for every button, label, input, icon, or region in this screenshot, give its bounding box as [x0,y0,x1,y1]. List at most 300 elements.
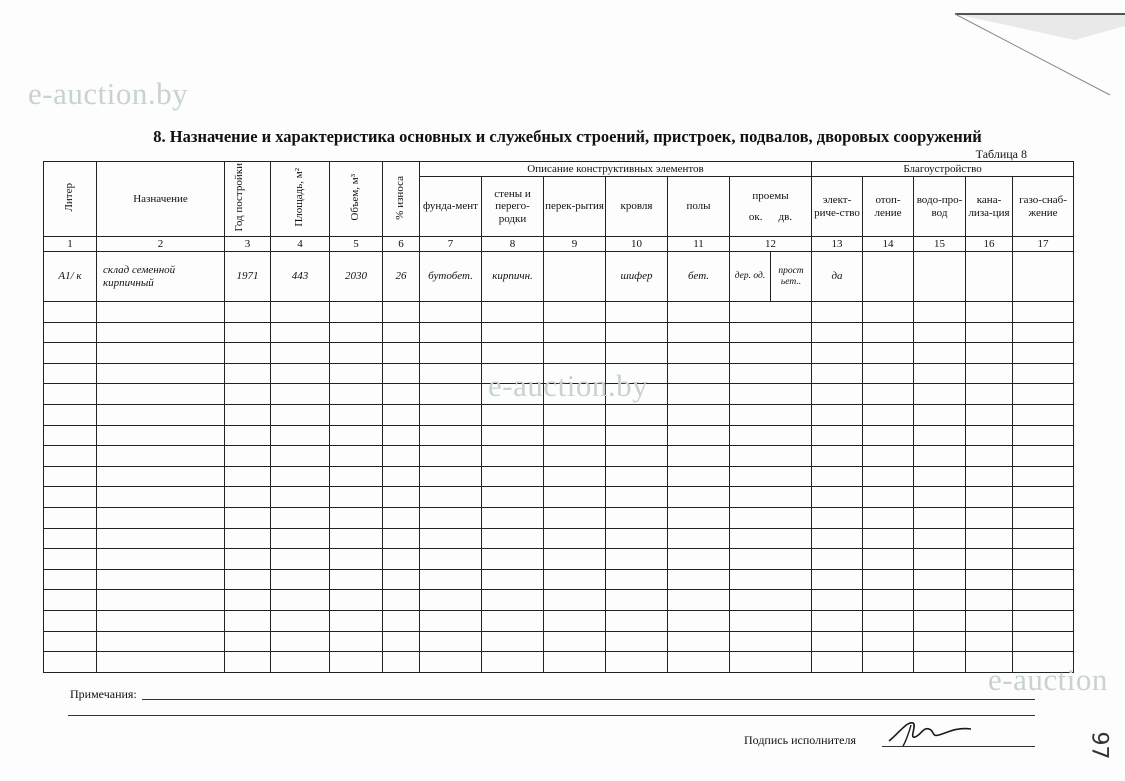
empty-cell [730,466,812,487]
empty-cell [914,404,966,425]
empty-cell [606,507,668,528]
notes-line [142,699,1035,700]
empty-cell [863,590,914,611]
empty-cell [730,404,812,425]
empty-cell [544,528,606,549]
table-row [44,302,1074,323]
empty-cell [330,631,383,652]
empty-cell [730,569,812,590]
empty-cell [668,590,730,611]
empty-cell [330,322,383,343]
notes-label: Примечания: [70,687,137,701]
empty-cell [330,487,383,508]
empty-cell [606,610,668,631]
empty-cell [271,466,330,487]
empty-cell [225,404,271,425]
empty-cell [966,631,1013,652]
empty-cell [420,404,482,425]
empty-cell [544,590,606,611]
empty-cell [420,549,482,570]
empty-cell [271,384,330,405]
column-number: 17 [1013,237,1074,252]
empty-cell [863,487,914,508]
empty-cell [44,487,97,508]
document-title: 8. Назначение и характеристика основных и служебных строений, пристроек, подвалов, дворовых сооружений [153,127,982,146]
empty-cell [44,322,97,343]
empty-cell [914,425,966,446]
empty-cell [482,631,544,652]
empty-cell [812,404,863,425]
empty-cell [606,466,668,487]
empty-cell [544,404,606,425]
empty-cell [966,322,1013,343]
empty-cell [44,446,97,467]
empty-cell [730,610,812,631]
empty-cell [44,425,97,446]
empty-cell [863,507,914,528]
column-number: 14 [863,237,914,252]
header-volume: Объем, м³ [330,162,383,237]
empty-cell [812,384,863,405]
empty-cell [420,507,482,528]
empty-cell [225,528,271,549]
empty-cell [383,446,420,467]
empty-cell [225,652,271,673]
empty-cell [606,528,668,549]
empty-cell [863,569,914,590]
empty-cell [420,569,482,590]
empty-cell [225,590,271,611]
empty-cell [812,446,863,467]
empty-cell [383,343,420,364]
empty-cell [812,610,863,631]
empty-cell [44,302,97,323]
empty-cell [606,425,668,446]
empty-cell [225,569,271,590]
empty-cell [863,631,914,652]
cell-floors: бет. [668,252,730,302]
cell-foundation: бутобет. [420,252,482,302]
empty-cell [383,322,420,343]
empty-cell [544,322,606,343]
empty-cell [225,610,271,631]
empty-cell [97,652,225,673]
empty-cell [1013,631,1074,652]
cell-electricity: да [812,252,863,302]
watermark: e-auction.by [28,76,189,111]
empty-cell [420,610,482,631]
column-number: 8 [482,237,544,252]
empty-cell [966,610,1013,631]
empty-cell [1013,466,1074,487]
header-openings-label: проемы [752,190,789,203]
empty-cell [606,446,668,467]
empty-cell [606,549,668,570]
cell-walls: кирпичн. [482,252,544,302]
empty-cell [271,610,330,631]
empty-cell [966,343,1013,364]
empty-cell [97,425,225,446]
empty-cell [730,425,812,446]
empty-cell [1013,590,1074,611]
cell-liter: А1/ к [44,252,97,302]
empty-cell [44,590,97,611]
column-number: 3 [225,237,271,252]
empty-cell [271,302,330,323]
scan-corner-fold [925,0,1125,110]
header-liter: Литер [44,162,97,237]
signature-mark [885,715,975,752]
column-number: 7 [420,237,482,252]
empty-cell [97,384,225,405]
cell-openings-door: прост ьет.. [778,266,804,287]
empty-cell [1013,302,1074,323]
table-number: Таблица 8 [975,147,1027,161]
empty-cell [420,343,482,364]
empty-cell [420,487,482,508]
empty-cell [271,569,330,590]
column-number: 6 [383,237,420,252]
empty-cell [482,487,544,508]
empty-cell [97,466,225,487]
empty-cell [44,507,97,528]
empty-cell [730,590,812,611]
table-row [44,343,1074,364]
empty-cell [271,652,330,673]
empty-cell [482,322,544,343]
empty-cell [544,631,606,652]
empty-cell [482,302,544,323]
empty-cell [730,302,812,323]
empty-cell [606,322,668,343]
empty-cell [330,384,383,405]
empty-cell [420,425,482,446]
empty-cell [668,631,730,652]
table-row [44,252,1074,302]
cell-sewer [966,252,1013,302]
empty-cell [606,569,668,590]
table-row [44,590,1074,611]
empty-cell [863,466,914,487]
empty-cell [225,549,271,570]
empty-cell [914,384,966,405]
empty-cell [97,569,225,590]
empty-cell [966,528,1013,549]
column-number: 5 [330,237,383,252]
empty-cell [271,487,330,508]
header-gas: газо-снаб-жение [1013,177,1074,237]
empty-cell [330,343,383,364]
empty-cell [330,425,383,446]
empty-cell [330,610,383,631]
empty-cell [383,302,420,323]
empty-cell [668,343,730,364]
empty-cell [730,446,812,467]
empty-cell [730,384,812,405]
empty-cell [914,610,966,631]
column-number: 16 [966,237,1013,252]
cell-roof: шифер [606,252,668,302]
table-row [44,507,1074,528]
empty-cell [1013,363,1074,384]
column-number: 9 [544,237,606,252]
empty-cell [330,404,383,425]
empty-cell [914,322,966,343]
empty-cell [271,528,330,549]
empty-cell [668,610,730,631]
empty-cell [271,425,330,446]
empty-cell [97,446,225,467]
empty-cell [966,549,1013,570]
empty-cell [544,549,606,570]
empty-cell [383,610,420,631]
empty-cell [44,363,97,384]
empty-cell [482,507,544,528]
empty-cell [1013,549,1074,570]
empty-cell [225,343,271,364]
empty-cell [668,384,730,405]
empty-cell [271,404,330,425]
empty-cell [544,302,606,323]
empty-cell [863,446,914,467]
empty-cell [606,343,668,364]
empty-cell [914,466,966,487]
buildings-table [43,161,1074,673]
empty-cell [383,363,420,384]
empty-cell [225,363,271,384]
empty-cell [812,363,863,384]
empty-cell [482,528,544,549]
header-foundation: фунда-мент [420,177,482,237]
empty-cell [730,343,812,364]
cell-openings [730,252,812,302]
page-number: 97 [1086,731,1112,760]
table-row [44,652,1074,673]
table-row [44,528,1074,549]
empty-cell [914,528,966,549]
empty-cell [1013,528,1074,549]
column-number: 4 [271,237,330,252]
empty-cell [383,384,420,405]
empty-cell [482,466,544,487]
empty-cell [966,590,1013,611]
header-openings [730,177,812,237]
empty-cell [97,363,225,384]
cell-floors-overlap [544,252,606,302]
empty-cell [914,631,966,652]
empty-cell [330,363,383,384]
empty-cell [544,652,606,673]
empty-cell [812,569,863,590]
empty-cell [97,404,225,425]
empty-cell [482,590,544,611]
empty-cell [606,590,668,611]
header-sewer: кана-лиза-ция [966,177,1013,237]
table-row [44,425,1074,446]
cell-heating [863,252,914,302]
empty-cell [544,446,606,467]
header-roof: кровля [606,177,668,237]
empty-cell [420,652,482,673]
header-purpose: Назначение [97,162,225,237]
empty-cell [914,446,966,467]
empty-cell [420,363,482,384]
empty-cell [544,487,606,508]
empty-cell [863,384,914,405]
empty-cell [812,302,863,323]
empty-cell [668,322,730,343]
empty-cell [914,652,966,673]
empty-cell [383,569,420,590]
empty-cell [44,466,97,487]
empty-cell [225,446,271,467]
empty-cell [271,363,330,384]
empty-cell [1013,343,1074,364]
watermark: e-auction [988,662,1108,697]
empty-cell [730,363,812,384]
empty-cell [863,363,914,384]
table-row [44,569,1074,590]
empty-cell [606,652,668,673]
empty-cell [225,322,271,343]
empty-cell [863,404,914,425]
empty-cell [97,590,225,611]
header-openings-door: дв. [778,210,793,223]
cell-year: 1971 [225,252,271,302]
empty-cell [97,610,225,631]
empty-cell [330,302,383,323]
empty-cell [420,302,482,323]
empty-cell [383,528,420,549]
table-row [44,610,1074,631]
empty-cell [812,343,863,364]
empty-cell [97,549,225,570]
empty-cell [863,302,914,323]
header-openings-win: ок. [748,210,763,223]
empty-cell [668,507,730,528]
column-number: 13 [812,237,863,252]
empty-cell [44,652,97,673]
empty-cell [668,549,730,570]
empty-cell [97,343,225,364]
empty-cell [668,528,730,549]
empty-cell [730,549,812,570]
empty-cell [668,487,730,508]
empty-cell [97,487,225,508]
empty-cell [482,652,544,673]
empty-cell [914,569,966,590]
empty-cell [420,322,482,343]
empty-cell [1013,446,1074,467]
empty-cell [914,507,966,528]
empty-cell [730,528,812,549]
empty-cell [966,466,1013,487]
empty-cell [1013,507,1074,528]
empty-cell [544,425,606,446]
header-floors-overlap: перек-рытия [544,177,606,237]
empty-cell [97,302,225,323]
header-construct-group: Описание конструктивных элементов [420,162,812,177]
empty-cell [863,610,914,631]
empty-cell [330,590,383,611]
empty-cell [383,631,420,652]
header-electricity: элект-риче-ство [812,177,863,237]
empty-cell [383,466,420,487]
header-water: водо-про-вод [914,177,966,237]
empty-cell [383,425,420,446]
empty-cell [812,652,863,673]
empty-cell [44,528,97,549]
column-numbers-row [44,237,1074,252]
empty-cell [730,487,812,508]
empty-cell [812,549,863,570]
empty-cell [812,466,863,487]
empty-cell [225,466,271,487]
empty-cell [271,549,330,570]
empty-cell [730,631,812,652]
empty-cell [544,466,606,487]
empty-cell [482,610,544,631]
empty-cell [668,363,730,384]
empty-cell [914,590,966,611]
column-number: 1 [44,237,97,252]
empty-cell [482,569,544,590]
empty-cell [271,446,330,467]
header-floors: полы [668,177,730,237]
empty-cell [966,425,1013,446]
empty-cell [420,446,482,467]
empty-cell [225,507,271,528]
empty-cell [97,507,225,528]
empty-cell [668,569,730,590]
empty-cell [271,507,330,528]
table-row [44,446,1074,467]
empty-cell [914,302,966,323]
empty-cell [812,487,863,508]
empty-cell [44,631,97,652]
empty-cell [966,487,1013,508]
empty-cell [271,631,330,652]
empty-cell [482,425,544,446]
empty-cell [863,652,914,673]
empty-cell [606,302,668,323]
empty-cell [271,590,330,611]
empty-cell [482,549,544,570]
empty-cell [914,549,966,570]
empty-cell [420,590,482,611]
empty-cell [606,404,668,425]
empty-cell [606,487,668,508]
empty-cell [225,425,271,446]
empty-cell [668,446,730,467]
empty-cell [271,322,330,343]
empty-cell [97,528,225,549]
empty-cell [863,425,914,446]
empty-cell [420,466,482,487]
table-row [44,322,1074,343]
empty-cell [966,507,1013,528]
empty-cell [383,652,420,673]
empty-cell [383,590,420,611]
empty-cell [330,549,383,570]
empty-cell [812,507,863,528]
empty-cell [482,404,544,425]
table-row [44,466,1074,487]
empty-cell [225,487,271,508]
header-year: Год постройки [225,162,271,237]
empty-cell [44,610,97,631]
empty-cell [863,343,914,364]
